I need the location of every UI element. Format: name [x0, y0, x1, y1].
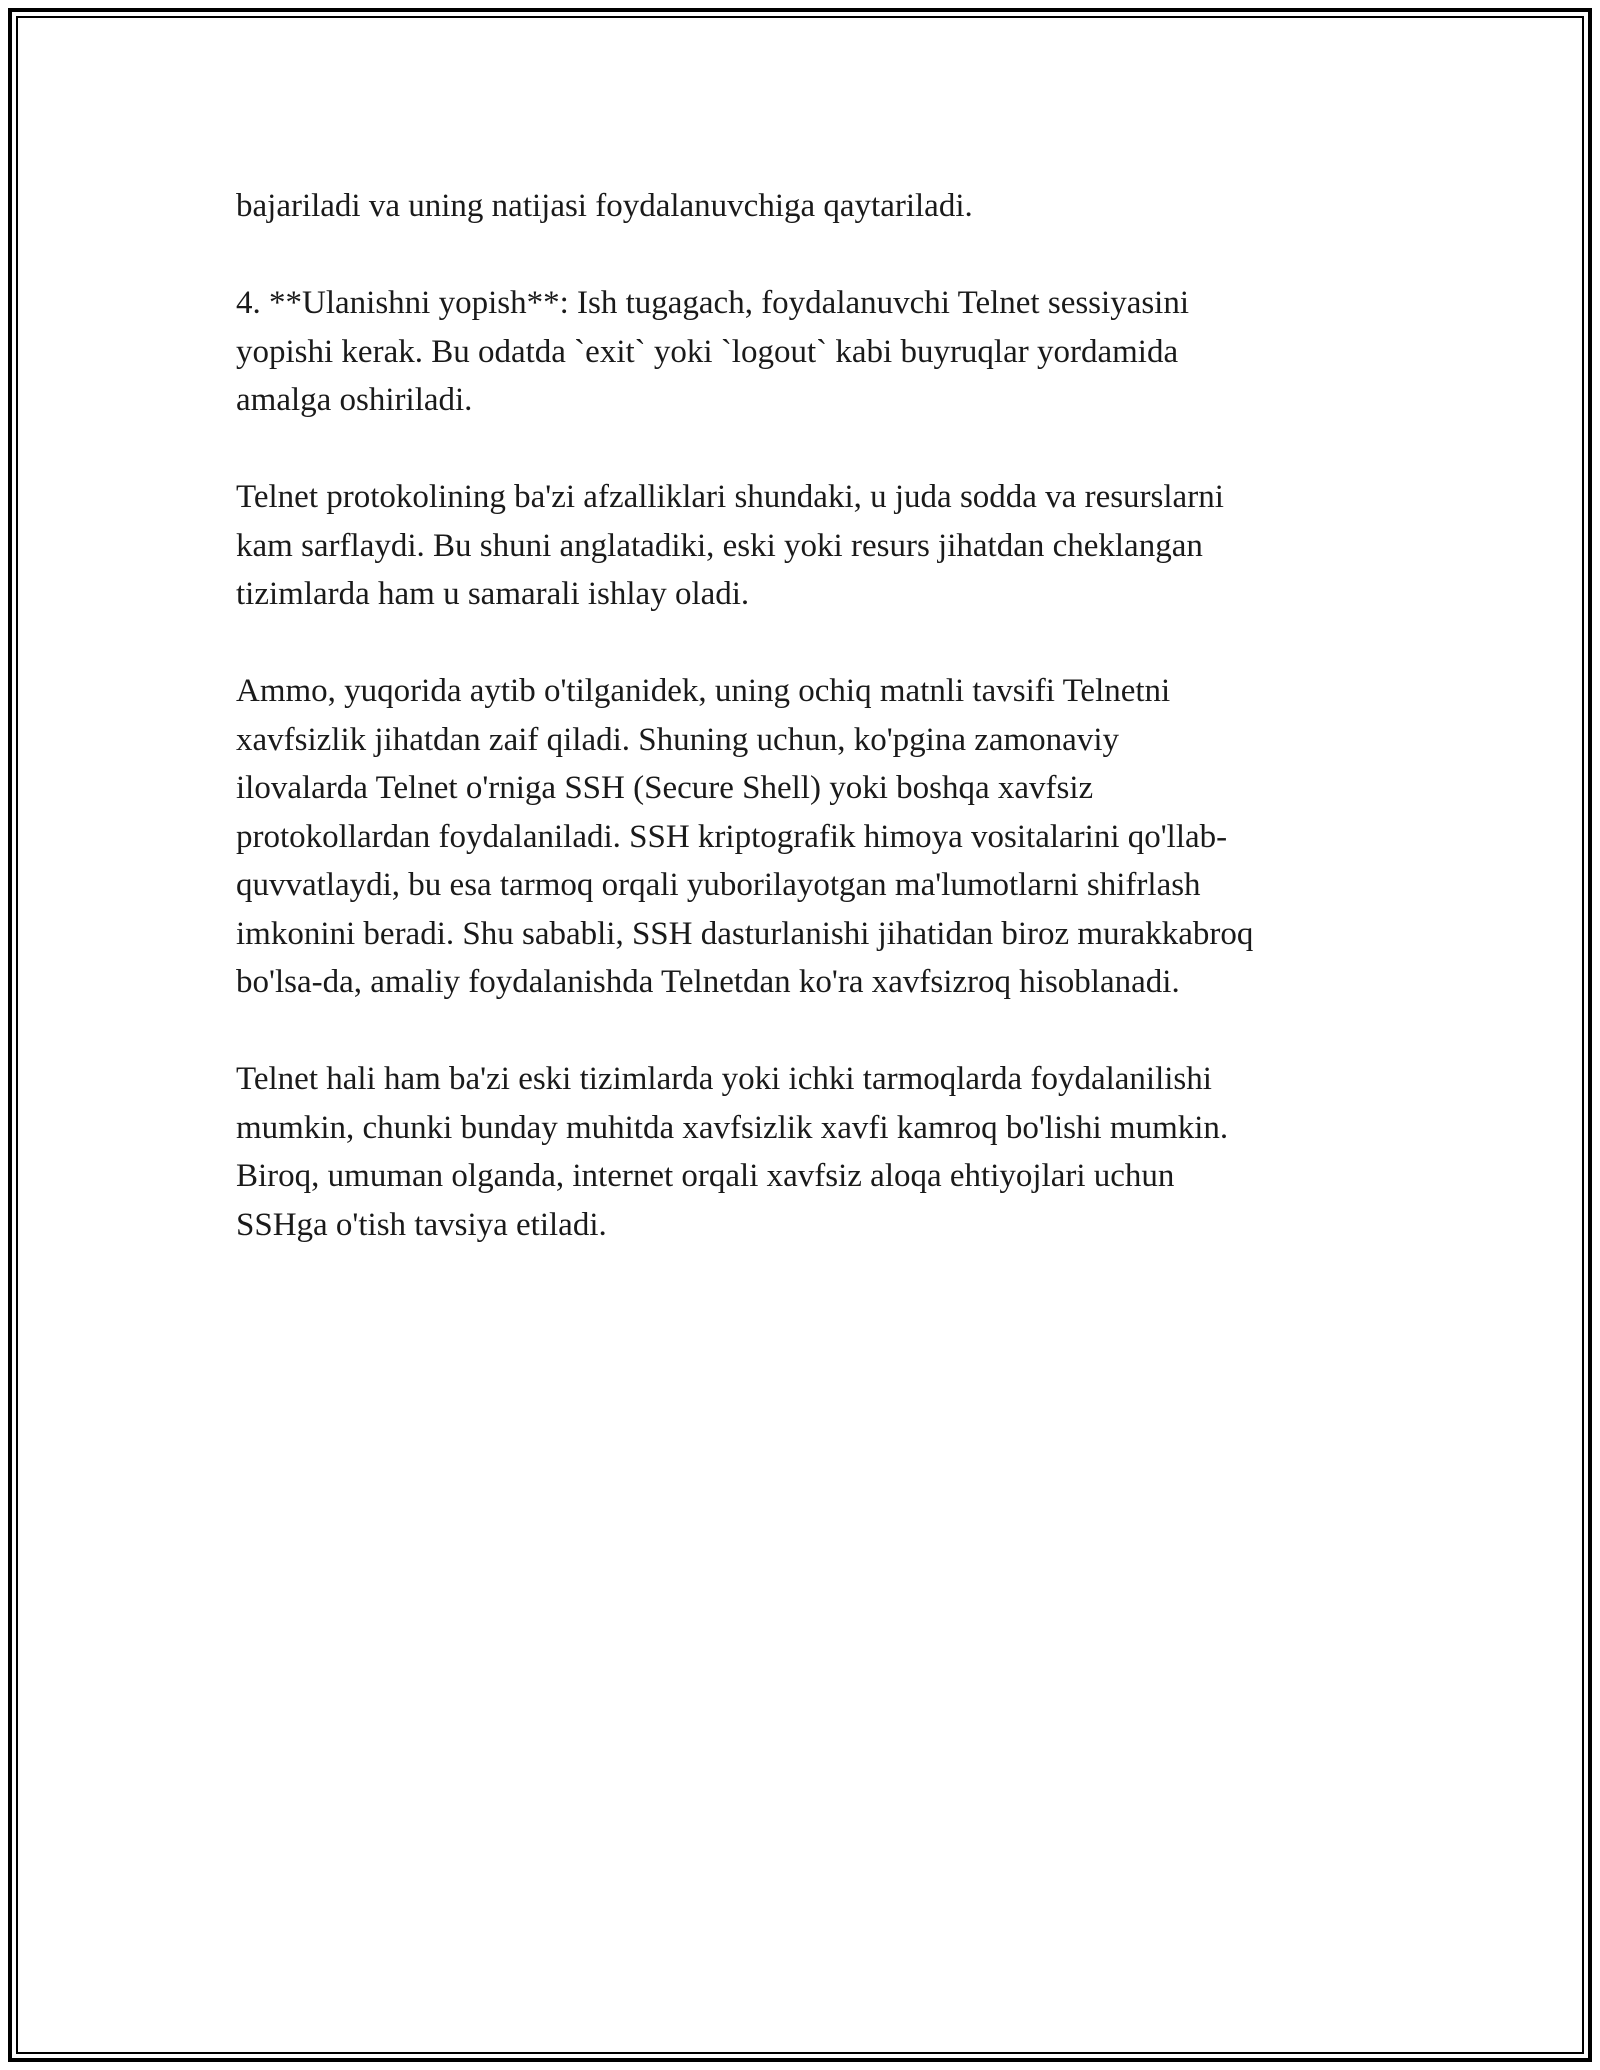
text-line: Telnet protokolining ba'zi afzalliklari shundaki, u juda sodda va resurslarni	[236, 479, 1224, 515]
paragraph-5	[236, 1055, 1396, 1249]
paragraph-1	[236, 182, 1396, 231]
document-body	[236, 182, 1396, 1298]
text-line: Biroq, umuman olganda, internet orqali xavfsiz aloqa ehtiyojlari uchun	[236, 1158, 1175, 1194]
text-line: bo'lsa-da, amaliy foydalanishda Telnetdan ko'ra xavfsizroq hisoblanadi.	[236, 964, 1180, 1000]
text-line: yopishi kerak. Bu odatda `exit` yoki `logout` kabi buyruqlar yordamida	[236, 333, 1179, 370]
text-line: imkonini beradi. Shu sababli, SSH dasturlanishi jihatidan biroz murakkabroq	[236, 915, 1254, 952]
text-line: tizimlarda ham u samarali ishlay oladi.	[236, 576, 750, 612]
paragraph-2	[236, 279, 1396, 425]
text-line: xavfsizlik jihatdan zaif qiladi. Shuning uchun, ko'pgina zamonaviy	[236, 721, 1119, 758]
text-line: bajariladi va uning natijasi foydalanuvchiga qaytariladi.	[236, 188, 973, 224]
text-line: mumkin, chunki bunday muhitda xavfsizlik xavfi kamroq bo'lishi mumkin.	[236, 1109, 1229, 1146]
text-line: ilovalarda Telnet o'rniga SSH (Secure Shell) yoki boshqa xavfsiz	[236, 770, 1094, 806]
text-line: Ammo, yuqorida aytib o'tilganidek, uning ochiq matnli tavsifi Telnetni	[236, 673, 1171, 709]
paragraph-4	[236, 667, 1396, 1007]
text-line: amalga oshiriladi.	[236, 382, 473, 418]
text-line: kam sarflaydi. Bu shuni anglatadiki, eski yoki resurs jihatdan cheklangan	[236, 527, 1203, 564]
text-line: 4. **Ulanishni yopish**: Ish tugagach, foydalanuvchi Telnet sessiyasini	[236, 285, 1190, 321]
text-line: quvvatlaydi, bu esa tarmoq orqali yuborilayotgan ma'lumotlarni shifrlash	[236, 867, 1201, 903]
text-line: protokollardan foydalaniladi. SSH kriptografik himoya vositalarini qo'llab-	[236, 818, 1228, 855]
text-line: SSHga o'tish tavsiya etiladi.	[236, 1206, 607, 1243]
text-line: Telnet hali ham ba'zi eski tizimlarda yoki ichki tarmoqlarda foydalanilishi	[236, 1061, 1212, 1097]
paragraph-3	[236, 473, 1396, 619]
